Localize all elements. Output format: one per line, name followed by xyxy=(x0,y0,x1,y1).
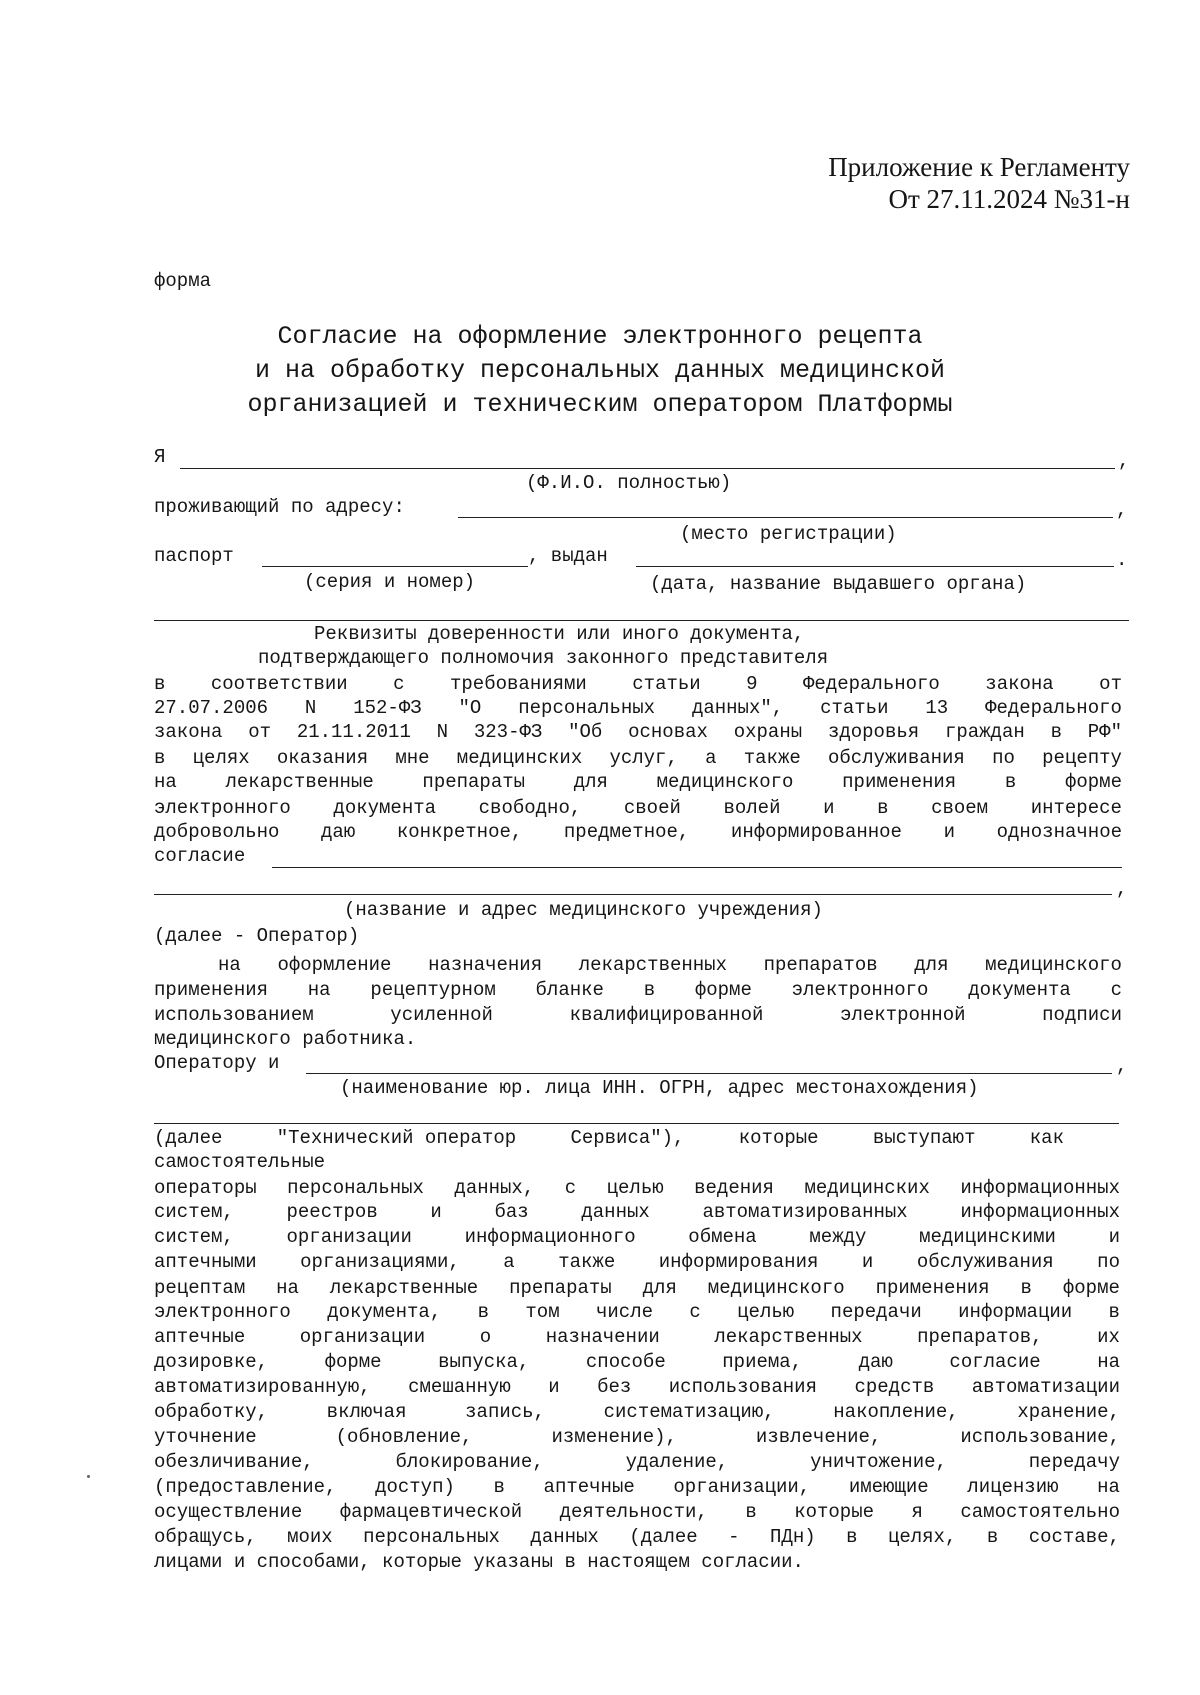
i-label: Я xyxy=(154,446,166,468)
paragraph-3-line-7: рецептам на лекарственные препараты для медицинского применения в форме xyxy=(154,1277,1120,1299)
paragraph-3-line-15: (предоставление, доступ) в аптечные организации, имеющие лицензию на xyxy=(154,1476,1120,1498)
paragraph-1-line-6: электронного документа свободно, своей волей и в своем интересе xyxy=(154,797,1122,819)
paragraph-2-line-4: медицинского работника. xyxy=(154,1028,417,1050)
paragraph-1-line-2: 27.07.2006 N 152-ФЗ "О персональных данных", статьи 13 Федерального xyxy=(154,697,1122,719)
paragraph-3-line-13: уточнение (обновление, изменение), извлечение, использование, xyxy=(154,1426,1120,1448)
address-caption: (место регистрации) xyxy=(680,523,897,545)
address-fill-line xyxy=(458,517,1113,518)
paragraph-3-line-3: операторы персональных данных, с целью ведения медицинских информационных xyxy=(154,1177,1120,1199)
paragraph-1-line-1: в соответствии с требованиями статьи 9 Федерального закона от xyxy=(154,673,1122,695)
consent-fill-line xyxy=(272,867,1122,868)
paragraph-3-line-6: аптечными организациями, а также информирования и обслуживания по xyxy=(154,1251,1120,1273)
consent-word: согласие xyxy=(154,845,246,867)
paragraph-3-line-17: обращусь, моих персональных данных (далее - ПДн) в целях, в составе, xyxy=(154,1526,1120,1548)
scan-speck xyxy=(87,1475,90,1478)
fio-caption: (Ф.И.О. полностью) xyxy=(526,472,732,494)
comma: , xyxy=(1116,878,1128,900)
paragraph-3-line-8: электронного документа, в том числе с целью передачи информации в xyxy=(154,1301,1120,1323)
proxy-caption-2: подтверждающего полномочия законного представителя xyxy=(258,647,829,669)
comma: , xyxy=(1116,499,1128,521)
issued-caption: (дата, название выдавшего органа) xyxy=(650,573,1027,595)
med-org-caption: (название и адрес медицинского учреждения) xyxy=(344,899,823,921)
legal-entity-caption: (наименование юр. лица ИНН. ОГРН, адрес местонахождения) xyxy=(340,1077,979,1099)
paragraph-3-line-10: дозировке, форме выпуска, способе приема, даю согласие на xyxy=(154,1351,1120,1373)
paragraph-3-line-14: обезличивание, блокирование, удаление, уничтожение, передачу xyxy=(154,1451,1120,1473)
proxy-fill-line xyxy=(154,620,1129,621)
paragraph-2-line-3: использованием усиленной квалифицированной электронной подписи xyxy=(154,1004,1122,1026)
passport-fill-line xyxy=(262,566,528,567)
issued-label: , выдан xyxy=(528,545,608,567)
paragraph-3-line-18: лицами и способами, которые указаны в настоящем согласии. xyxy=(154,1551,804,1573)
address-label: проживающий по адресу: xyxy=(154,496,405,518)
document-title-line-1: Согласие на оформление электронного рецепта xyxy=(277,322,923,351)
paragraph-3-line-1: (далее "Технический оператор Сервиса"), которые выступают как xyxy=(154,1127,1064,1149)
paragraph-3-line-2: самостоятельные xyxy=(154,1151,326,1173)
paragraph-3-line-4: систем, реестров и баз данных автоматизированных информационных xyxy=(154,1201,1120,1223)
comma: , xyxy=(1118,450,1130,472)
comma: , xyxy=(1116,1055,1128,1077)
series-caption: (серия и номер) xyxy=(304,571,476,593)
paragraph-3-line-5: систем, организации информационного обмена между медицинскими и xyxy=(154,1226,1120,1248)
paragraph-3-line-9: аптечные организации о назначении лекарственных препаратов, их xyxy=(154,1326,1120,1348)
paragraph-1-line-4: в целях оказания мне медицинских услуг, а также обслуживания по рецепту xyxy=(154,747,1122,769)
tech-operator-label: Оператору и xyxy=(154,1052,280,1074)
paragraph-1-line-3: закона от 21.11.2011 N 323-ФЗ "Об основах охраны здоровья граждан в РФ" xyxy=(154,721,1122,743)
paragraph-2-line-2: применения на рецептурном бланке в форме электронного документа с xyxy=(154,979,1122,1001)
issued-fill-line xyxy=(636,566,1114,567)
document-title-line-2: и на обработку персональных данных медицинской xyxy=(254,356,946,385)
proxy-caption-1: Реквизиты доверенности или иного документа, xyxy=(314,623,805,645)
regulation-date-number: От 27.11.2024 №31-н xyxy=(888,184,1130,214)
paragraph-1-line-5: на лекарственные препараты для медицинского применения в форме xyxy=(154,771,1122,793)
operator-note: (далее - Оператор) xyxy=(154,925,360,947)
paragraph-3-line-11: автоматизированную, смешанную и без использования средств автоматизации xyxy=(154,1376,1120,1398)
passport-label: паспорт xyxy=(154,545,234,567)
period: . xyxy=(1116,549,1128,571)
tech-operator-fill-line xyxy=(306,1073,1112,1074)
document-title-line-3: организацией и техническим оператором Платформы xyxy=(247,390,953,419)
paragraph-3-line-16: осуществление фармацевтической деятельности, в которые я самостоятельно xyxy=(154,1501,1120,1523)
paragraph-1-line-7: добровольно даю конкретное, предметное, информированное и однозначное xyxy=(154,821,1122,843)
appendix-title: Приложение к Регламенту xyxy=(828,152,1130,182)
legal-entity-fill-line xyxy=(154,1123,1119,1124)
fio-fill-line xyxy=(180,468,1115,469)
paragraph-2-line-1: на оформление назначения лекарственных препаратов для медицинского xyxy=(218,954,1122,976)
med-org-fill-line xyxy=(154,894,1112,895)
paragraph-3-line-12: обработку, включая запись, систематизацию, накопление, хранение, xyxy=(154,1401,1120,1423)
form-label: форма xyxy=(154,270,212,292)
